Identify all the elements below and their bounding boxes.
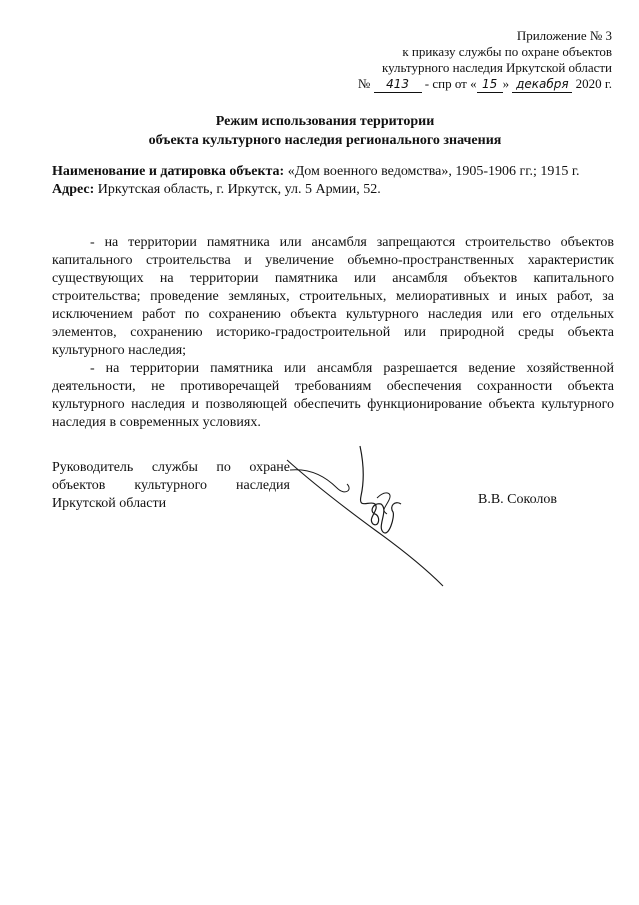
signatory-position: Руководитель службы по охране объектов культурного наследия Иркутской области <box>52 460 290 511</box>
order-number: 413 <box>374 76 422 93</box>
appendix-header <box>312 28 612 93</box>
usage-rules <box>52 234 614 432</box>
appendix-line-2: к приказу службы по охране объектов <box>402 44 612 59</box>
address-value: Иркутская область, г. Иркутск, ул. 5 Армии, 52. <box>97 182 381 197</box>
appendix-line-3: культурного наследия Иркутской области <box>381 60 612 75</box>
order-suffix: - спр от « <box>424 76 477 91</box>
object-name-value: «Дом военного ведомства», 1905-1906 гг.; 1915 г. <box>287 164 580 179</box>
rule-paragraph: - на территории памятника или ансамбля запрещаются строительство объектов капитального строительства и увеличение объемно-пространственных характеристик существующих на территории памятника или ансамбля объектов капитального строительства; проведение земляных, строительных, мелиоративных и иных работ, за исключением работ по сохранению объекта культурного наследия или его отдельных элементов, сохранению историко-градостроительной или природной среды объекта культурного наследия; <box>52 235 614 358</box>
quote-close: » <box>502 76 510 91</box>
object-info <box>52 163 614 199</box>
order-year: 2020 г. <box>575 76 612 91</box>
object-name-label: Наименование и датировка объекта: <box>52 164 285 179</box>
handwritten-signature <box>285 440 445 590</box>
title-line-2: объекта культурного наследия регионального значения <box>148 133 502 148</box>
number-sign: № <box>357 76 371 91</box>
object-name <box>52 163 614 181</box>
order-number-line <box>312 76 612 93</box>
rule-paragraph: - на территории памятника или ансамбля разрешается ведение хозяйственной деятельности, не противоречащей требованиям обеспечения сохранности объекта культурного наследия и позволяющей обеспечить функционирование объекта культурного наследия в современных условиях. <box>52 361 614 430</box>
address-label: Адрес: <box>52 182 95 197</box>
signatory-name: В.В. Соколов <box>478 492 558 507</box>
document-title <box>40 112 610 150</box>
order-day: 15 <box>477 76 503 93</box>
title-line-1: Режим использования территории <box>215 114 435 129</box>
appendix-line-1: Приложение № 3 <box>516 28 612 43</box>
object-address <box>52 181 614 199</box>
order-month: декабря <box>512 76 572 93</box>
